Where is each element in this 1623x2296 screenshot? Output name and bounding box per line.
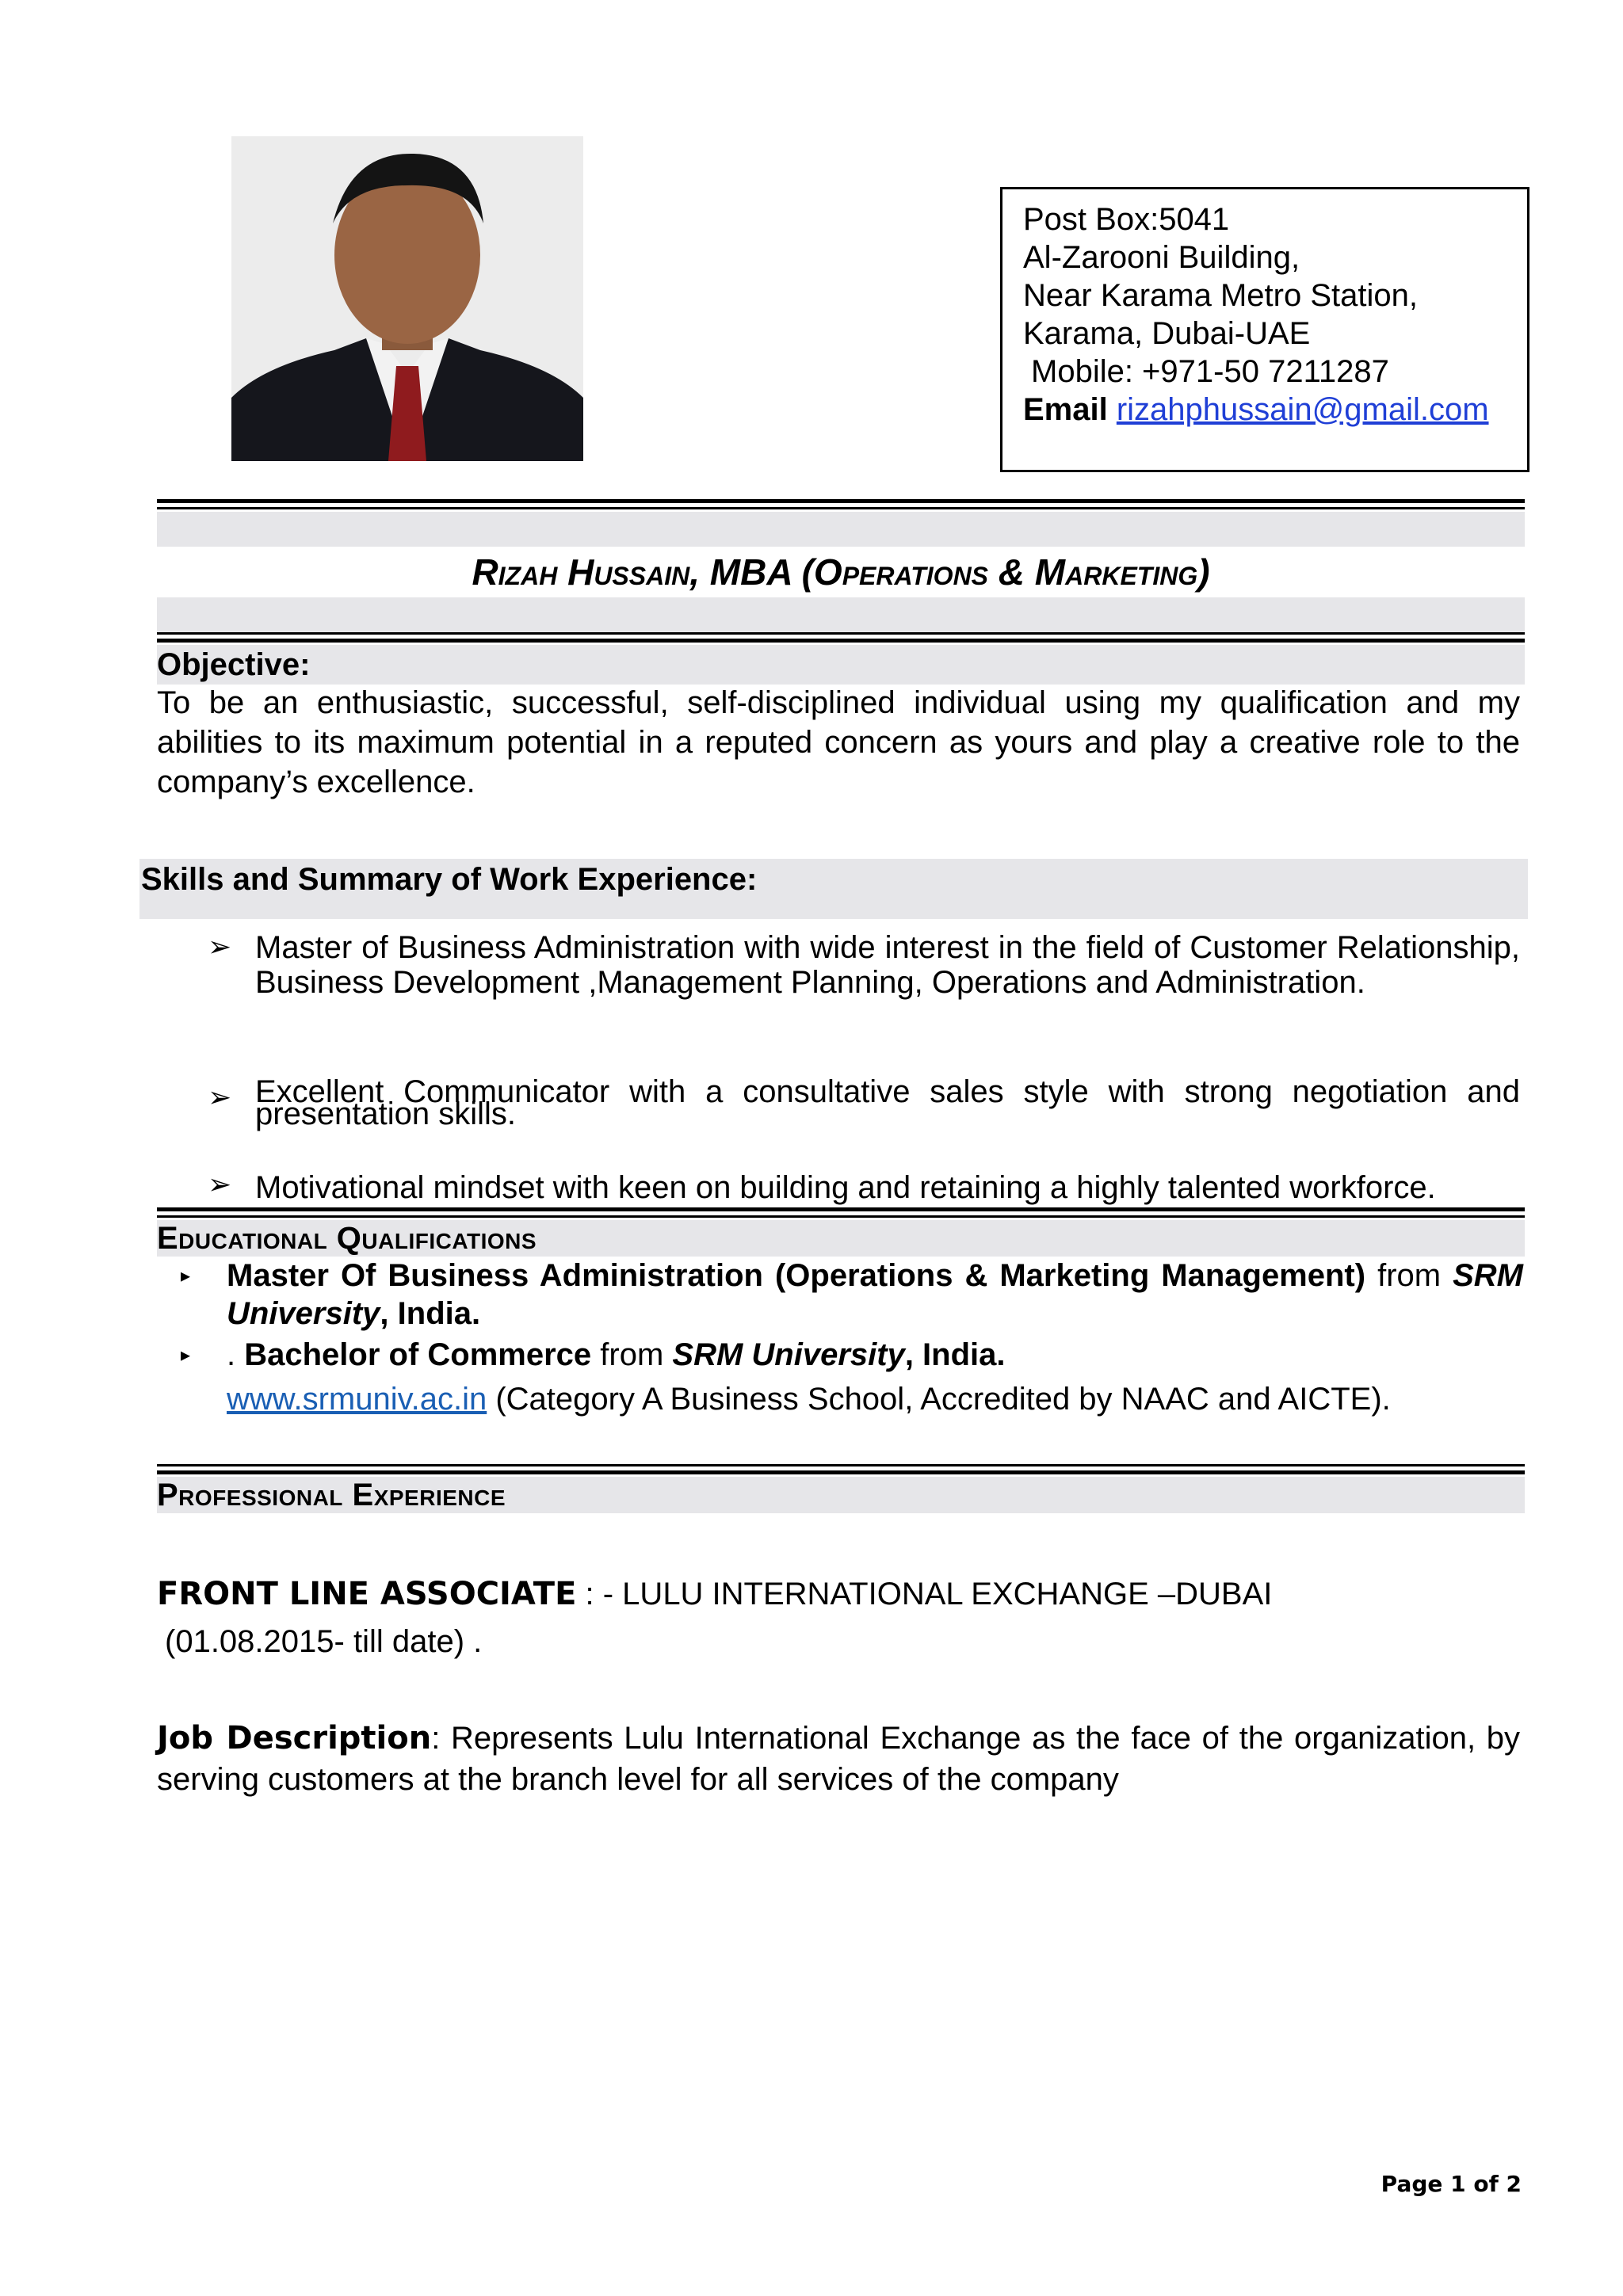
rule-experience-2: [157, 1470, 1525, 1474]
profile-photo: [231, 136, 583, 461]
triangle-bullet-icon: ▸: [181, 1344, 191, 1366]
education-item-2: ▸ . Bachelor of Commerce from SRM University, India.: [181, 1337, 1006, 1372]
contact-post-box: Post Box:5041: [1023, 202, 1230, 237]
rule-education: [157, 1207, 1525, 1211]
objective-text: To be an enthusiastic, successful, self-disciplined individual using my qualification and my abilities to its maximum potential in a reputed concern as yours and play a creative role to the company’s excellence.: [157, 685, 1520, 799]
education-heading: Educational Qualifications: [157, 1221, 537, 1256]
email-label: Email: [1023, 392, 1108, 427]
contact-email-row: [1023, 391, 1527, 429]
contact-box: [1000, 187, 1529, 472]
education-item-1: ▸ Master Of Business Administration (Operations & Marketing Management) from SRM University, India.: [181, 1258, 1523, 1331]
skills-item-1: ➢ Master of Business Administration with wide interest in the field of Customer Relationship, Business Development ,Management Planning, Operations and Administration.: [208, 930, 1520, 1000]
job-role: FRONT LINE ASSOCIATE: [157, 1576, 577, 1612]
email-link[interactable]: rizahphussain@gmail.com: [1116, 392, 1489, 427]
page-number: Page 1 of 2: [1381, 2171, 1522, 2197]
rule-mid: [157, 632, 1525, 635]
job-description-label: Job Description: [157, 1720, 432, 1756]
name-shade-top: [157, 512, 1525, 547]
contact-building: Al-Zarooni Building,: [1023, 240, 1300, 275]
skills-heading: Skills and Summary of Work Experience:: [141, 862, 758, 897]
contact-city: Karama, Dubai-UAE: [1023, 316, 1311, 351]
contact-mobile: Mobile: +971-50 7211287: [1031, 354, 1389, 389]
rule-top: [157, 499, 1525, 503]
triangle-bullet-icon: ▸: [181, 1265, 191, 1287]
job-dates: (01.08.2015- till date) .: [165, 1624, 483, 1659]
skills-item-2: ➢ Excellent Communicator with a consultative sales style with strong negotiation and presentation skills.: [208, 1074, 1520, 1131]
objective-heading: Objective:: [157, 647, 311, 682]
rule-education-2: [157, 1215, 1525, 1218]
rule-top-2: [157, 507, 1525, 509]
university-website-link[interactable]: www.srmuniv.ac.in: [227, 1382, 487, 1417]
job-description: Job Description: Represents Lulu International Exchange as the face of the organization, by serving customers at the branch level for all services of the company: [157, 1720, 1521, 1797]
objective-header-bg: [157, 645, 1525, 685]
candidate-name: Rizah Hussain, MBA (Operations & Marketing): [472, 551, 1210, 593]
contact-landmark: Near Karama Metro Station,: [1023, 278, 1418, 313]
education-header-bg: [157, 1220, 1525, 1257]
skills-header-bg: [139, 859, 1528, 919]
job-title-row: [157, 1572, 1528, 1616]
skills-item-3: ➢ Motivational mindset with keen on building and retaining a highly talented workforce.: [208, 1168, 1436, 1205]
arrow-bullet-icon: ➢: [208, 930, 232, 963]
rule-experience: [157, 1464, 1525, 1466]
job-company: : - LULU INTERNATIONAL EXCHANGE –DUBAI: [576, 1577, 1273, 1611]
rule-mid-2: [157, 639, 1525, 643]
education-website-row: www.srmuniv.ac.in (Category A Business School, Accredited by NAAC and AICTE).: [227, 1382, 1391, 1417]
arrow-bullet-icon: ➢: [208, 1081, 232, 1113]
name-shade-bottom: [157, 597, 1525, 632]
experience-heading: Professional Experience: [157, 1478, 506, 1512]
experience-header-bg: [157, 1477, 1525, 1513]
arrow-bullet-icon: ➢: [208, 1168, 232, 1200]
